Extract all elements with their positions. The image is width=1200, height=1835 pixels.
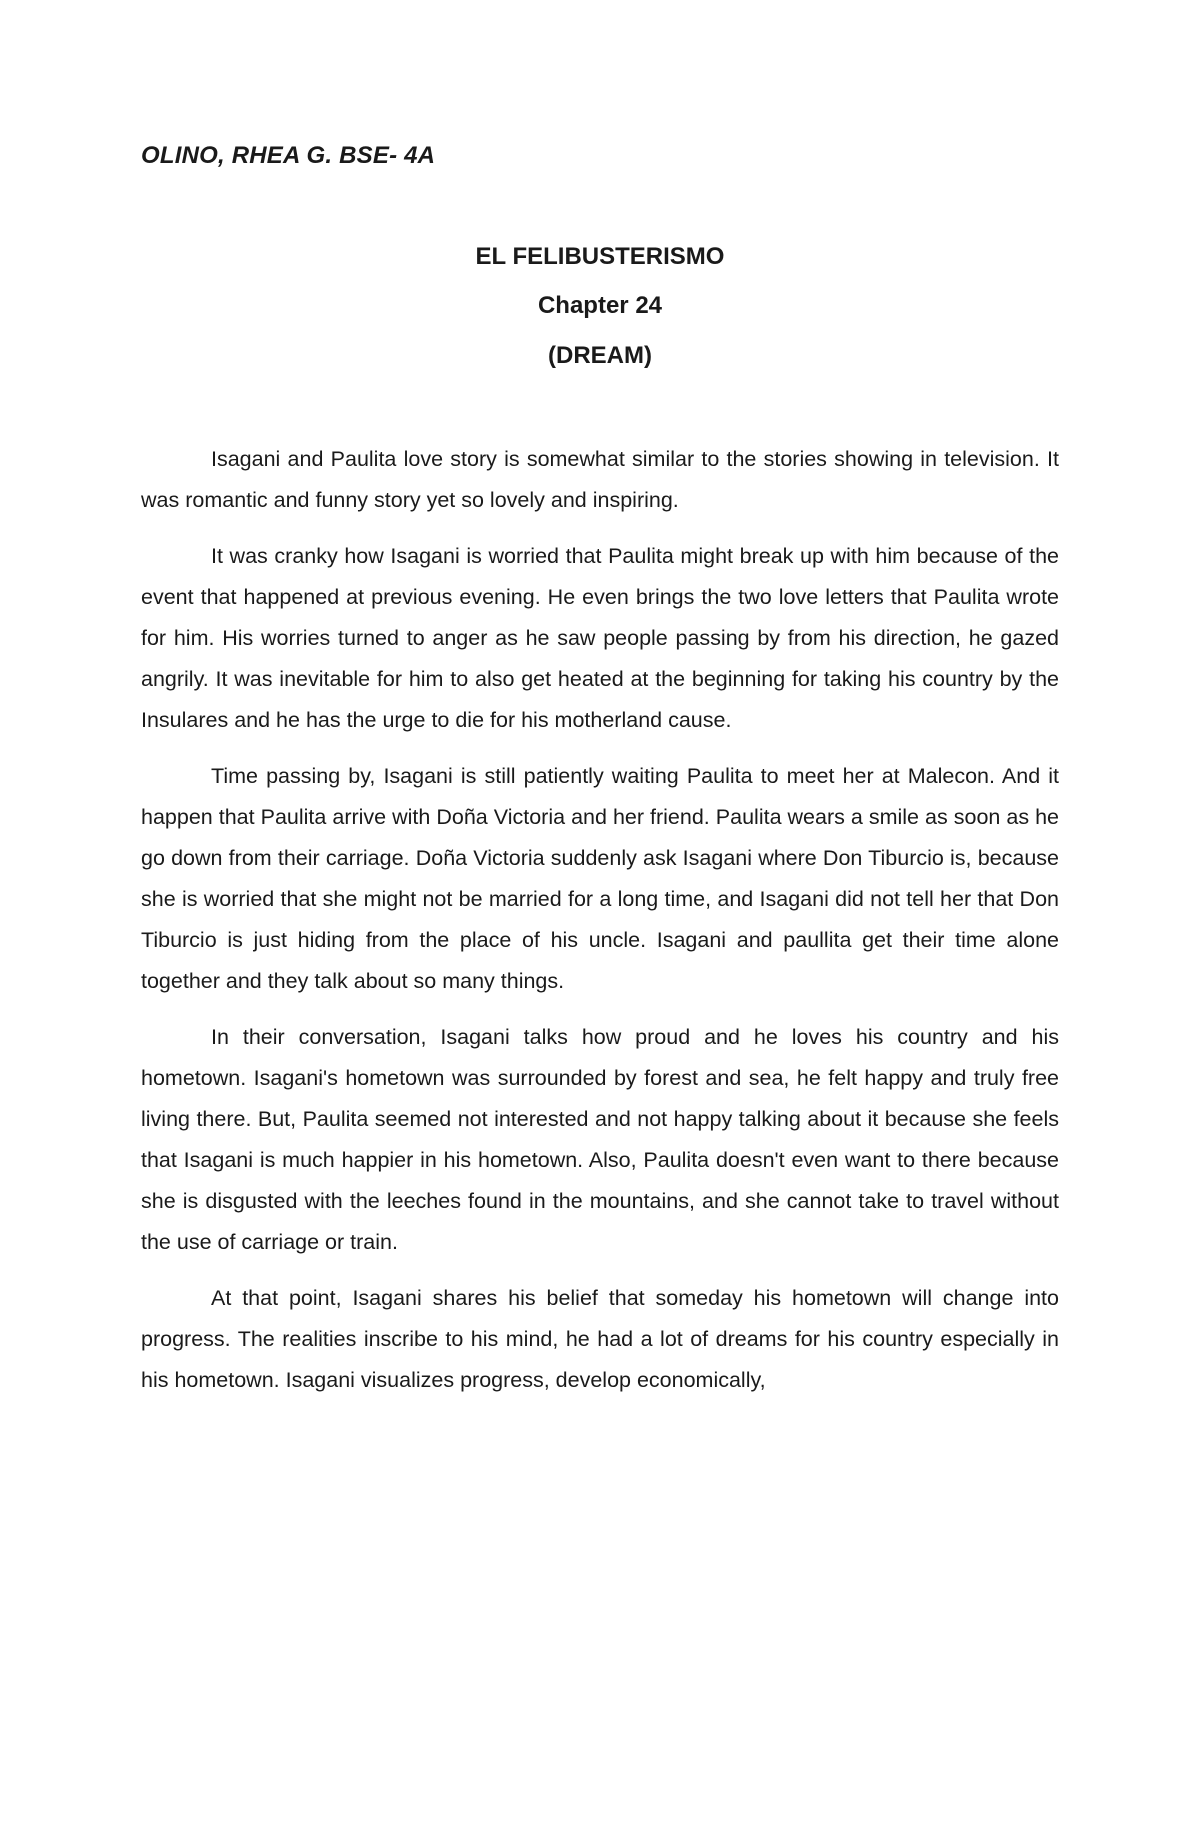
chapter-heading: Chapter 24 [537,292,663,319]
paragraph-1: Isagani and Paulita love story is somewhat similar to the stories showing in television. It was romantic and funny story yet so lovely and inspiring. [141,447,1059,512]
chapter-subtitle: (DREAM) [548,342,652,369]
paragraph-3: Time passing by, Isagani is still patiently waiting Paulita to meet her at Malecon. And it happen that Paulita arrive with Doña Victoria and her friend. Paulita wears a smile as soon as he go down from their carriage. Doña Victoria suddenly ask Isagani where Don Tiburcio is, because she is worried that she might not be married for a long time, and Isagani did not tell her that Don Tiburcio is just hiding from the place of his uncle. Isagani and paullita get their time alone together and they talk about so many things. [141,764,1059,993]
paragraph-5: At that point, Isagani shares his belief that someday his hometown will change into progress. The realities inscribe to his mind, he had a lot of dreams for his country especially in his hometown. Isagani visualizes progress, develop economically, [141,1286,1059,1392]
document-title: EL FELIBUSTERISMO [475,243,725,270]
paragraph-2: It was cranky how Isagani is worried that Paulita might break up with him because of the event that happened at previous evening. He even brings the two love letters that Paulita wrote for him. His worries turned to anger as he saw people passing by from his direction, he gazed angrily. It was inevitable for him to also get heated at the beginning for taking his country by the Insulares and he has the urge to die for his motherland cause. [141,544,1059,732]
body-text [141,439,1059,1416]
paragraph-4: In their conversation, Isagani talks how proud and he loves his country and his hometown. Isagani's hometown was surrounded by forest and sea, he felt happy and truly free living there. But, Paulita seemed not interested and not happy talking about it because she feels that Isagani is much happier in his hometown. Also, Paulita doesn't even want to there because she is disgusted with the leeches found in the mountains, and she cannot take to travel without the use of carriage or train. [141,1025,1059,1254]
author-line: OLINO, RHEA G. BSE- 4A [141,142,436,169]
